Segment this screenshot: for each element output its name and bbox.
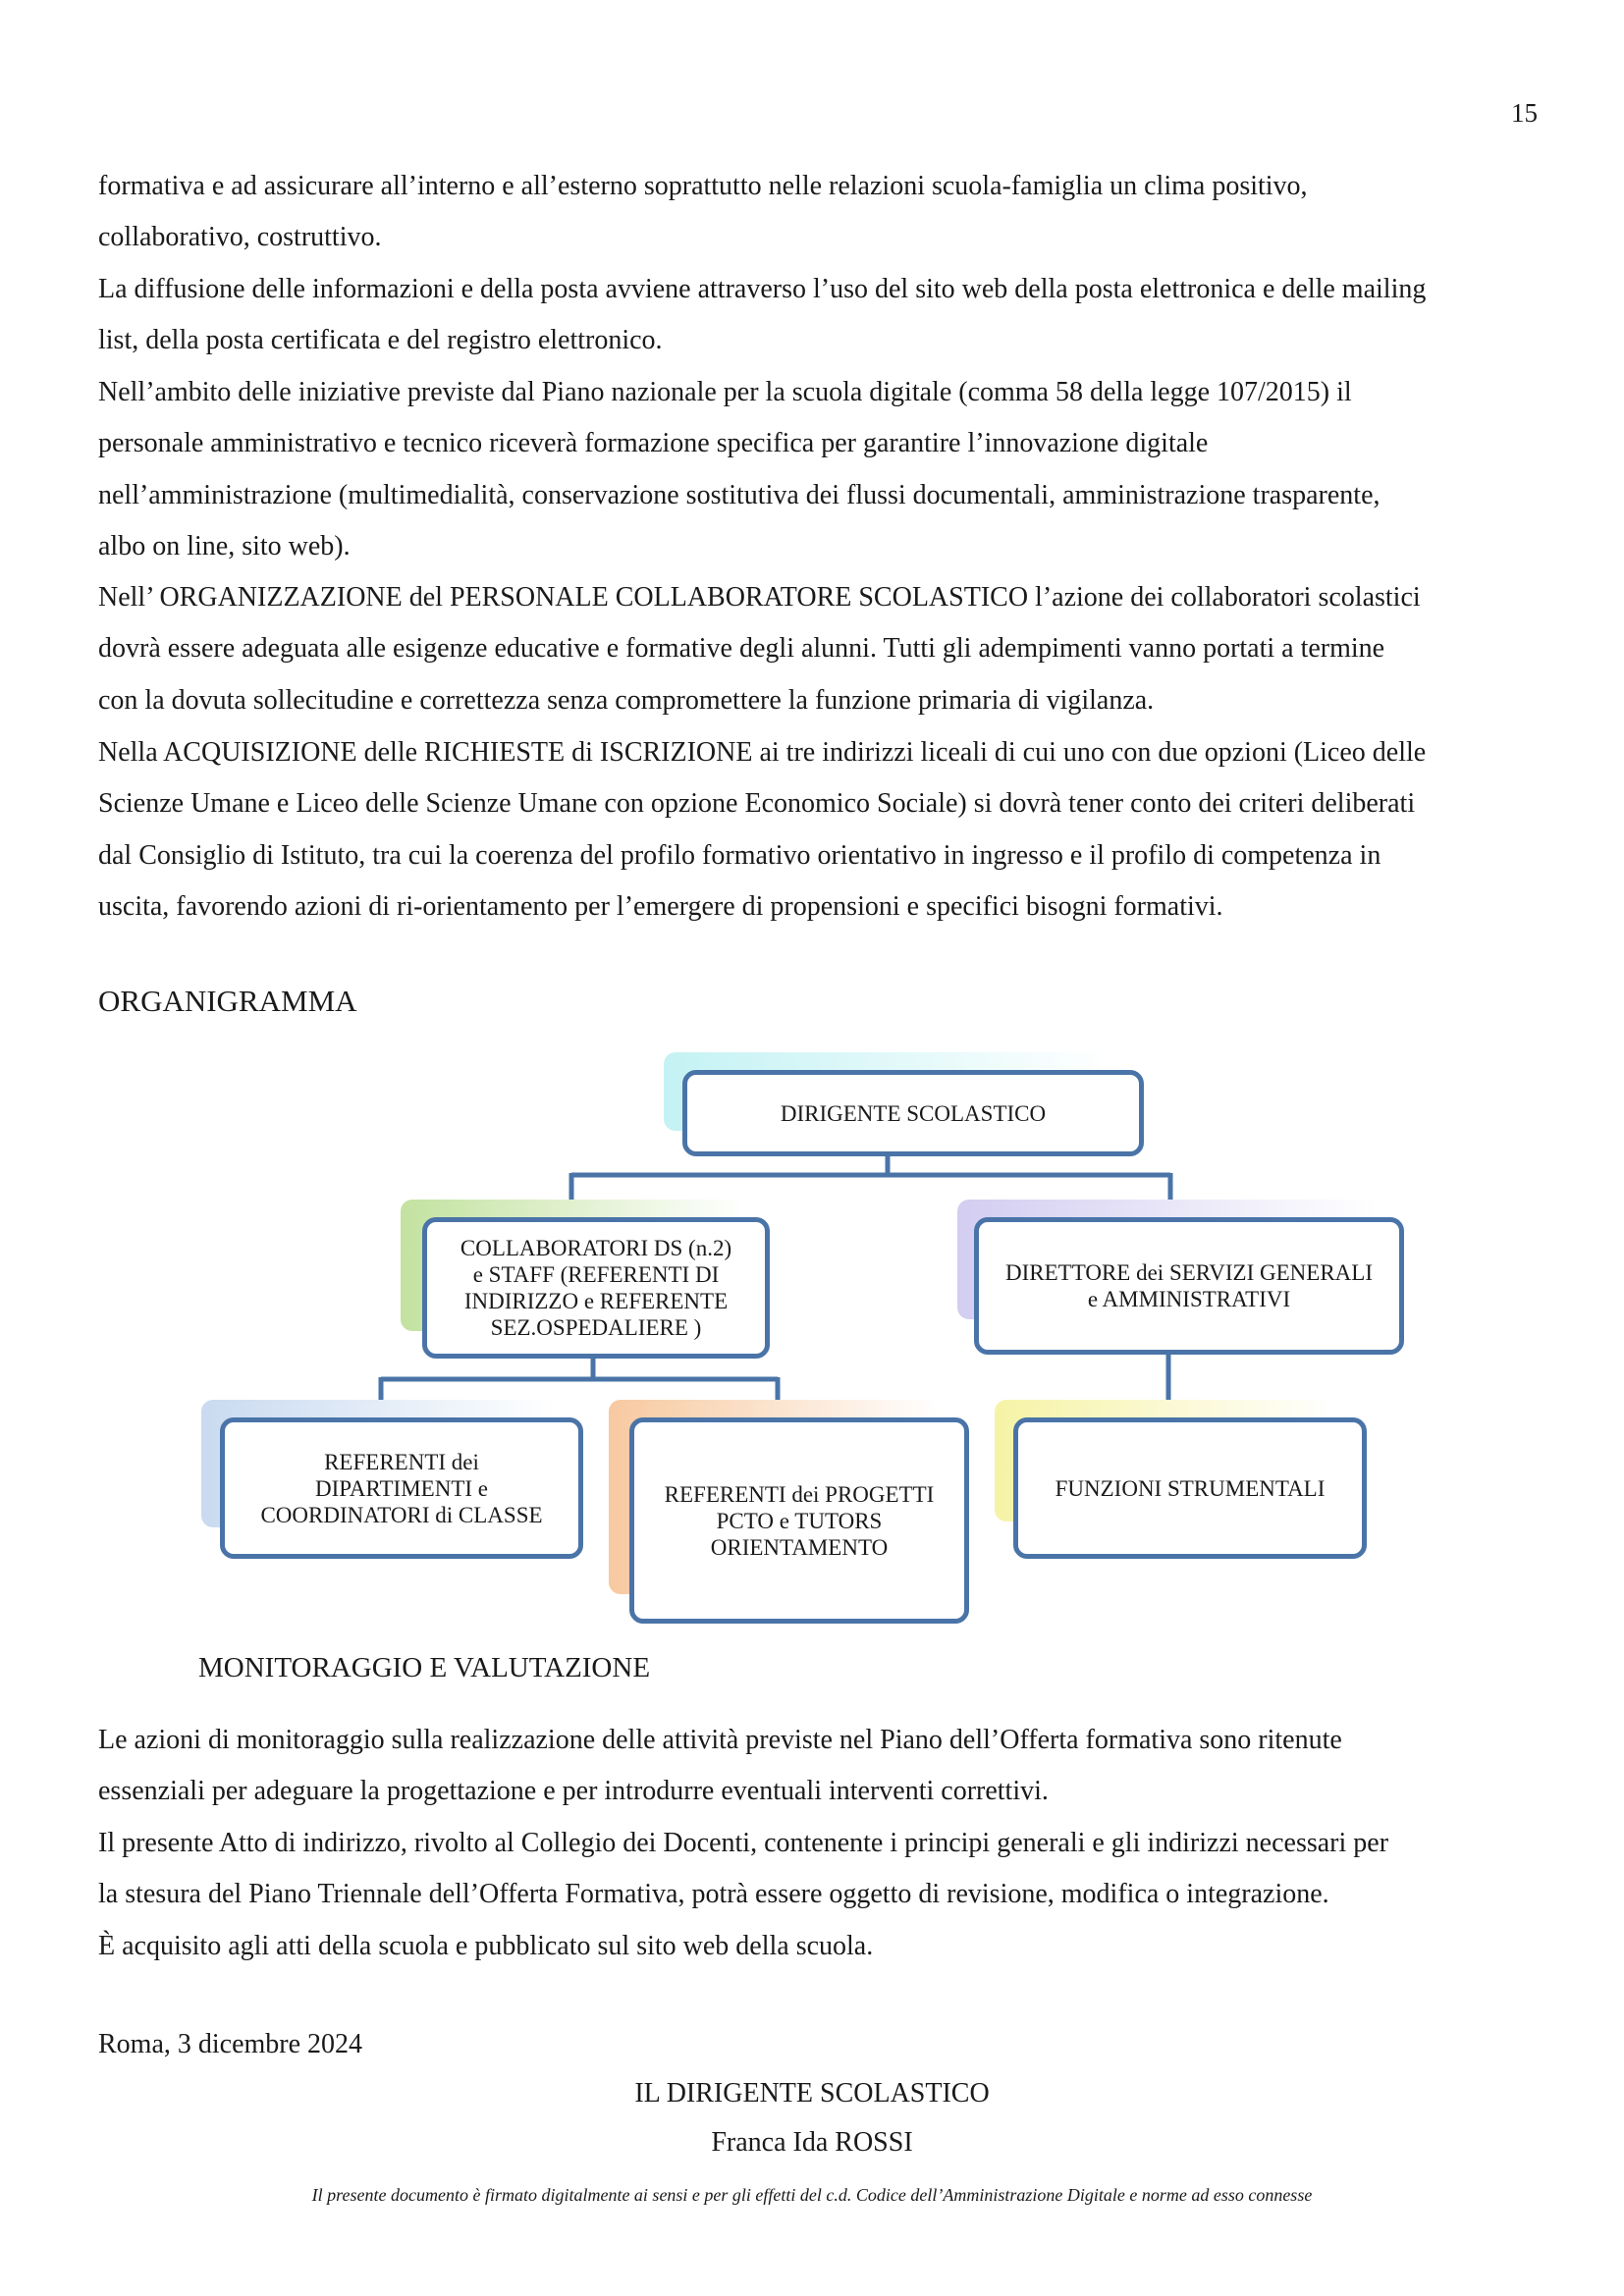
node-direttore-box [974,1217,1404,1355]
paragraph [98,1921,1534,1972]
text-line: nell’amministrazione (multimedialità, conservazione sostitutiva dei flussi documentali, amministrazione trasparente, [98,479,1380,510]
text-line: con la dovuta sollecitudine e correttezza senza compromettere la funzione primaria di vigilanza. [98,684,1155,716]
place-date: Roma, 3 dicembre 2024 [98,2029,363,2059]
text-line: Nella ACQUISIZIONE delle RICHIESTE di ISCRIZIONE ai tre indirizzi liceali di cui uno con due opzioni (Liceo delle [98,737,1427,768]
node-dirigente-label: DIRIGENTE SCOLASTICO [780,1100,1047,1126]
text-line: formativa e ad assicurare all’interno e all’esterno soprattutto nelle relazioni scuola-famiglia un clima positivo, [98,171,1308,201]
text-line: dovrà essere adeguata alle esigenze educative e formative degli alunni. Tutti gli adempimenti vanno portati a termine [98,633,1385,665]
page-number: 15 [1511,98,1538,128]
text-line: Nell’ ORGANIZZAZIONE del PERSONALE COLLABORATORE SCOLASTICO l’azione dei collaboratori scolastici [98,582,1421,613]
text-line: La diffusione delle informazioni e della posta avviene attraverso l’uso del sito web della posta elettronica e delle mailing [98,274,1427,304]
text-line: dal Consiglio di Istituto, tra cui la coerenza del profilo formativo orientativo in ingresso e il profilo di competenza in [98,839,1381,871]
monitoring-heading: MONITORAGGIO E VALUTAZIONE [198,1652,651,1683]
text-line: personale amministrativo e tecnico riceverà formazione specifica per garantire l’innovazione digitale [98,428,1209,459]
node-dirigente-box [682,1070,1144,1156]
node-funzioni-box [1013,1417,1367,1559]
node-funzioni-label: FUNZIONI STRUMENTALI [1055,1475,1326,1501]
node-collaboratori-box [422,1217,770,1359]
text-line: Nell’ambito delle iniziative previste dal Piano nazionale per la scuola digitale (comma 58 della legge 107/2015) il [98,377,1352,407]
text-line: È acquisito agli atti della scuola e pubblicato sul sito web della scuola. [98,1931,874,1961]
signer-title: IL DIRIGENTE SCOLASTICO [634,2078,990,2109]
text-line: uscita, favorendo azioni di ri-orientamento per l’emergere di propensioni e specifici bisogni formativi. [98,891,1223,923]
node-referenti-dipartimenti-box [220,1417,583,1559]
node-collaboratori-label: COLLABORATORI DS (n.2) e STAFF (REFERENTI DI INDIRIZZO e REFERENTE SEZ.OSPEDALIERE ) [460,1236,732,1340]
node-direttore-label: DIRETTORE dei SERVIZI GENERALI e AMMINISTRATIVI [1005,1260,1373,1311]
text-line: collaborativo, costruttivo. [98,222,382,253]
text-line: albo on line, sito web). [98,531,351,562]
paragraph [98,1818,1534,1921]
text-line: Le azioni di monitoraggio sulla realizzazione delle attività previste nel Piano dell’Offerta formativa sono ritenute [98,1725,1342,1755]
text-line: la stesura del Piano Triennale dell’Offerta Formativa, potrà essere oggetto di revisione, modifica o integrazione. [98,1879,1329,1910]
node-referenti-dipartimenti-label: REFERENTI dei DIPARTIMENTI e COORDINATORI di CLASSE [260,1449,543,1527]
text-line: list, della posta certificata e del registro elettronico. [98,325,663,356]
signature-note: Il presente documento è firmato digitalmente ai sensi e per gli effetti del c.d. Codice dell’Amministrazione Digitale e norme ad esso connesse [311,2185,1313,2205]
organigram-heading: ORGANIGRAMMA [98,984,357,1018]
signer-name: Franca Ida ROSSI [711,2127,913,2158]
text-line: Scienze Umane e Liceo delle Scienze Umane con opzione Economico Sociale) si dovrà tener conto dei criteri deliberati [98,788,1416,820]
text-line: Il presente Atto di indirizzo, rivolto al Collegio dei Docenti, contenente i principi generali e gli indirizzi necessari per [98,1828,1389,1858]
node-referenti-progetti-label: REFERENTI dei PROGETTI PCTO e TUTORS ORIENTAMENTO [664,1481,935,1560]
text-line: essenziali per adeguare la progettazione e per introdurre eventuali interventi correttivi. [98,1776,1049,1807]
node-referenti-progetti-box [629,1417,969,1624]
paragraph [98,1715,1534,1818]
